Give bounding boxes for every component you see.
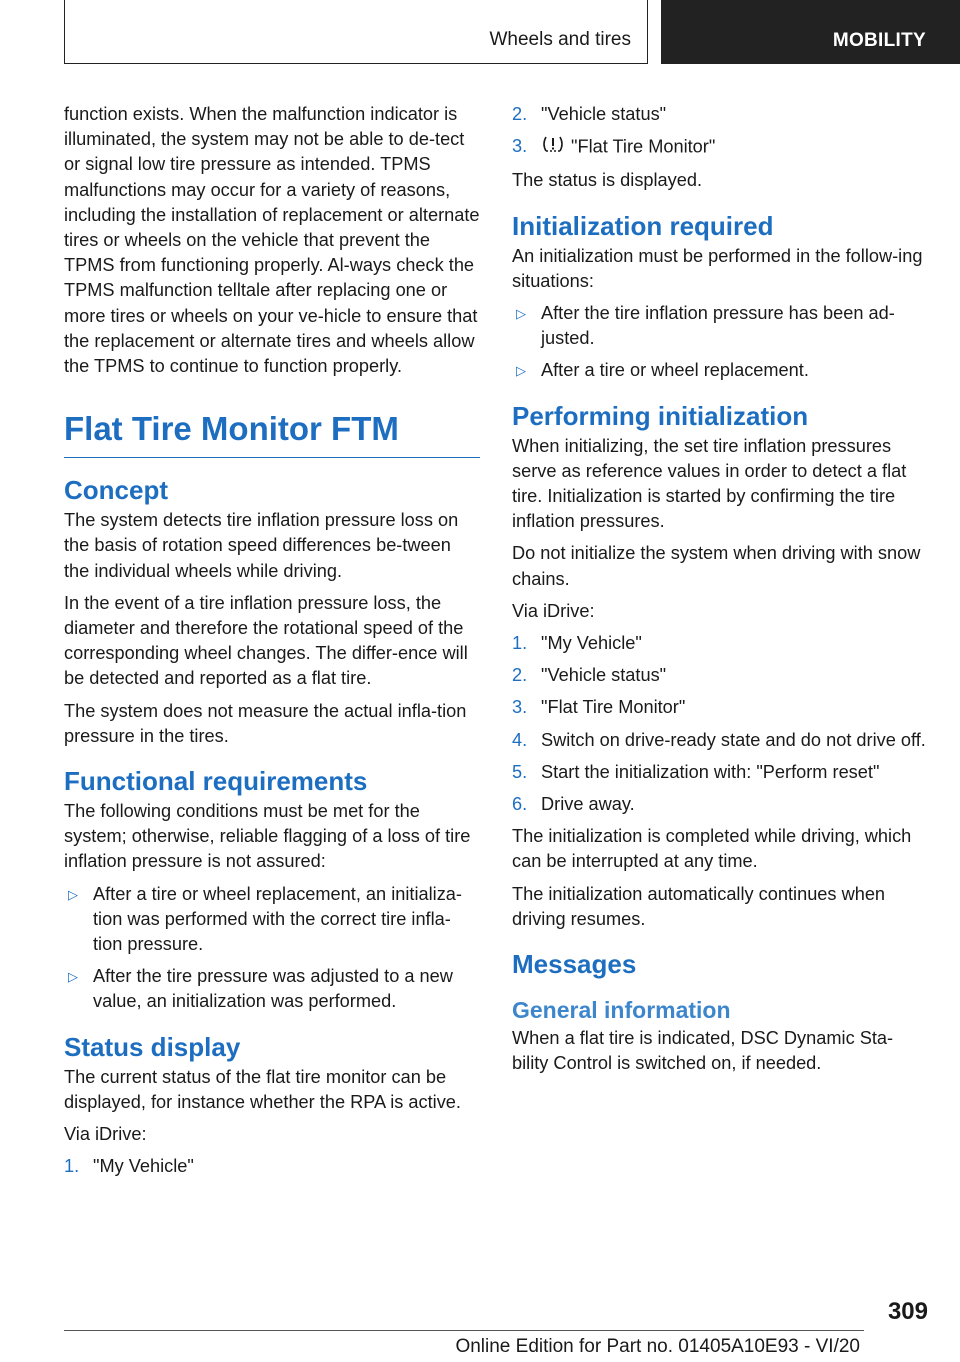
functional-requirements-paragraph: The following conditions must be met for the system; otherwise, reliable flagging of a loss of tire inflation pressure is not assured: (64, 801, 471, 872)
intro-paragraph: function exists. When the malfunction indicator is illuminated, the system may not be able to de‐tect or signal low tire pressure as intended. TPMS malfunctions may occur for a variety of reasons, including the installation of replacement or alternate tires or wheels on the vehicle that prevent the TPMS from functioning properly. Al‐ways check the TPMS malfunction telltale after replacing one or more tires or wheels on your ve‐hicle to ensure that the replacement or alternate tires and wheels allow the TPMS to continue to function properly. (64, 104, 480, 377)
step-number: 3. (512, 136, 528, 157)
via-idrive-label: Via iDrive: (64, 1124, 147, 1145)
triangle-right-icon: ▷ (516, 306, 526, 322)
list-item: ▷ After a tire or wheel replacement. (512, 358, 928, 383)
performing-paragraph-5: The initialization automatically continues when driving resumes. (512, 883, 886, 929)
functional-requirements-list (64, 882, 480, 1015)
list-item: 3. "Flat Tire Monitor" (512, 695, 928, 720)
messages-heading: Messages (512, 949, 637, 980)
step-number: 5. (512, 761, 528, 782)
triangle-right-icon: ▷ (68, 969, 78, 985)
initialization-steps-list (512, 631, 928, 817)
list-item: ▷ After the tire inflation pressure has been ad‐justed. (512, 301, 928, 351)
status-display-paragraph: The current status of the flat tire monitor can be displayed, for instance whether the RPA is active. (64, 1066, 461, 1112)
list-item: 6. Drive away. (512, 792, 928, 817)
list-item: ▷ After the tire pressure was adjusted to a new value, an initialization was performed. (64, 964, 480, 1014)
footer-edition: Online Edition for Part no. 01405A10E93 - VI/20 (455, 1336, 860, 1357)
footer-divider (64, 1330, 864, 1331)
status-result: The status is displayed. (512, 170, 703, 191)
step-number: 6. (512, 794, 528, 815)
initialization-required-paragraph: An initialization must be performed in the follow‐ing situations: (512, 245, 923, 291)
step-number: 2. (512, 665, 528, 686)
list-item: 1. "My Vehicle" (512, 631, 928, 656)
step-number: 1. (512, 633, 528, 654)
concept-paragraph-2: In the event of a tire inflation pressure loss, the diameter and therefore the rotational speed of the corresponding wheel changes. The differ‐ence will be detected and reported as a flat tire. (64, 592, 468, 689)
header-chapter-tab (661, 0, 960, 64)
performing-paragraph-2: Do not initialize the system when driving with snow chains. (512, 543, 921, 589)
right-column (512, 102, 928, 1076)
performing-paragraph-4: The initialization is completed while driving, which can be interrupted at any time. (512, 826, 912, 872)
list-item: 5. Start the initialization with: "Perform reset" (512, 760, 928, 785)
page-number: 309 (887, 1298, 928, 1325)
list-item: ▷ After a tire or wheel replacement, an initializa‐tion was performed with the correct tire infla‐tion pressure. (64, 882, 480, 958)
list-item: 1. "My Vehicle" (64, 1154, 480, 1179)
step-number: 4. (512, 729, 528, 750)
step-number: 3. (512, 697, 528, 718)
concept-paragraph-1: The system detects tire inflation pressure loss on the basis of rotation speed differences be‐tween the individual wheels while driving. (64, 510, 459, 581)
header-section-title: Wheels and tires (489, 29, 631, 50)
general-information-heading: General information (512, 997, 731, 1024)
functional-requirements-heading: Functional requirements (64, 766, 368, 797)
list-item: 3. "Flat Tire Monitor" (512, 134, 928, 161)
list-item: 2. "Vehicle status" (512, 663, 928, 688)
tire-warning-icon (541, 134, 567, 161)
left-column (64, 102, 480, 1187)
status-display-heading: Status display (64, 1031, 241, 1062)
via-idrive-label: Via iDrive: (512, 600, 595, 621)
list-item: 2. "Vehicle status" (512, 102, 928, 127)
chapter-heading: Flat Tire Monitor FTM (64, 409, 480, 458)
triangle-right-icon: ▷ (516, 363, 526, 379)
step-number: 2. (512, 104, 528, 124)
concept-heading: Concept (64, 475, 168, 506)
step-number: 1. (64, 1156, 80, 1177)
concept-paragraph-3: The system does not measure the actual infla‐tion pressure in the tires. (64, 700, 467, 746)
header-chapter-label: MOBILITY (832, 30, 926, 51)
performing-paragraph-1: When initializing, the set tire inflation pressures serve as reference values in order to detect a flat tire. Initialization is started by confirming the tire inflation pressures. (512, 435, 907, 532)
header-section-box (64, 0, 648, 64)
performing-initialization-heading: Performing initialization (512, 400, 809, 431)
list-item: 4. Switch on drive-ready state and do not drive off. (512, 728, 928, 753)
initialization-required-heading: Initialization required (512, 210, 774, 241)
triangle-right-icon: ▷ (68, 886, 78, 902)
messages-paragraph: When a flat tire is indicated, DSC Dynamic Sta‐bility Control is switched on, if needed. (512, 1028, 894, 1074)
